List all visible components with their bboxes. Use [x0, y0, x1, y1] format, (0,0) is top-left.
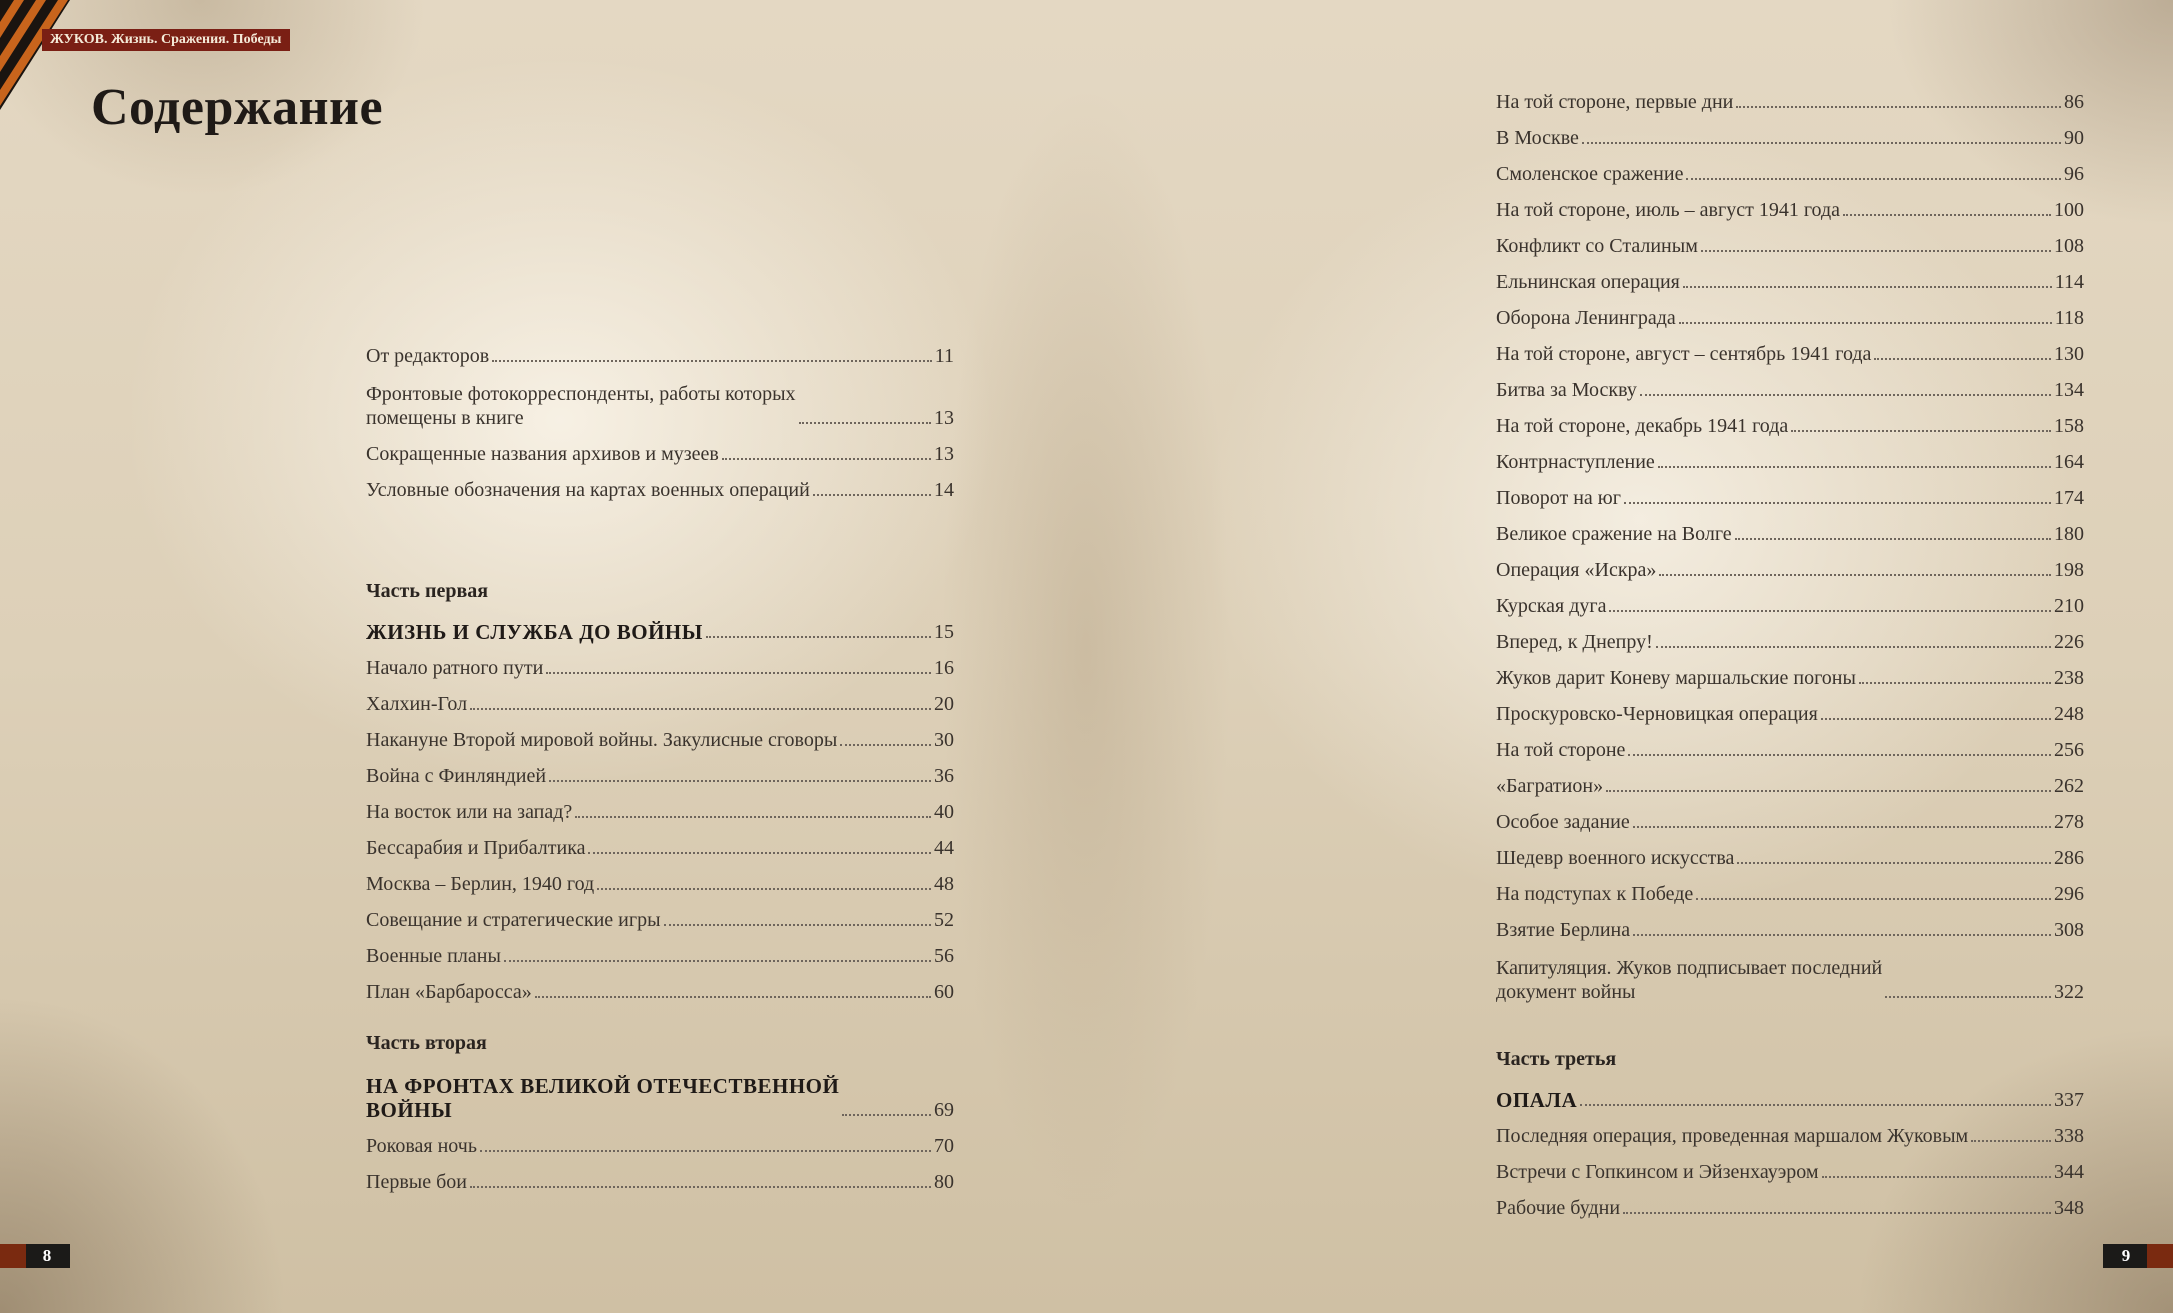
dot-leader: [1658, 465, 2051, 468]
toc-entry[interactable]: Конфликт со Сталиным 108: [1496, 235, 2084, 257]
toc-entry[interactable]: Роковая ночь 70: [366, 1135, 954, 1157]
dot-leader: [575, 815, 931, 818]
toc-entry[interactable]: Первые бои 80: [366, 1171, 954, 1193]
toc-entry[interactable]: Москва – Берлин, 1940 год 48: [366, 873, 954, 895]
toc-part-three: [1496, 1042, 2084, 1220]
toc-entry[interactable]: Шедевр военного искусства 286: [1496, 847, 2084, 869]
toc-entry[interactable]: На восток или на запад? 40: [366, 801, 954, 823]
dot-leader: [1623, 1211, 2051, 1214]
toc-entry[interactable]: Последняя операция, проведенная маршалом Жуковым 338: [1496, 1125, 2084, 1147]
dot-leader: [492, 359, 932, 362]
dot-leader: [535, 995, 931, 998]
dot-leader: [1679, 321, 2052, 324]
toc-entry[interactable]: Контрнаступление 164: [1496, 451, 2084, 473]
toc-entry[interactable]: Вперед, к Днепру! 226: [1496, 631, 2084, 653]
dot-leader: [1735, 537, 2051, 540]
dot-leader: [1606, 789, 2051, 792]
toc-entry[interactable]: Рабочие будни 348: [1496, 1197, 2084, 1219]
dot-leader: [722, 457, 931, 460]
toc-front-matter: [366, 332, 954, 502]
toc-entry[interactable]: Накануне Второй мировой войны. Закулисные сговоры 30: [366, 729, 954, 751]
toc-right-column: [1496, 78, 2084, 1220]
dot-leader: [1683, 285, 2052, 288]
dot-leader: [1624, 501, 2051, 504]
dot-leader: [480, 1149, 931, 1152]
dot-leader: [597, 887, 931, 890]
dot-leader: [546, 671, 931, 674]
dot-leader: [840, 743, 931, 746]
toc-entry[interactable]: Ельнинская операция 114: [1496, 271, 2084, 293]
toc-entry[interactable]: Жуков дарит Коневу маршальские погоны 238: [1496, 667, 2084, 689]
toc-entry[interactable]: На той стороне, первые дни 86: [1496, 91, 2084, 113]
dot-leader: [1843, 213, 2051, 216]
toc-entry[interactable]: От редакторов 11: [366, 345, 954, 367]
dot-leader: [1737, 861, 2051, 864]
toc-entry[interactable]: Война с Финляндией 36: [366, 765, 954, 787]
toc-part-title[interactable]: НА ФРОНТАХ ВЕЛИКОЙ ОТЕЧЕСТВЕННОЙ ВОЙНЫ 69: [366, 1074, 954, 1122]
toc-entry[interactable]: Курская дуга 210: [1496, 595, 2084, 617]
toc-entry[interactable]: Проскуровско-Черновицкая операция 248: [1496, 703, 2084, 725]
toc-part-two-continued: [1496, 78, 2084, 1004]
dot-leader: [1701, 249, 2051, 252]
toc-entry[interactable]: На той стороне, июль – август 1941 года 100: [1496, 199, 2084, 221]
toc-entry[interactable]: Оборона Ленинграда 118: [1496, 307, 2084, 329]
dot-leader: [1885, 995, 2051, 998]
part-heading: Часть вторая: [366, 1032, 487, 1054]
toc-entry[interactable]: План «Барбаросса» 60: [366, 981, 954, 1003]
toc-entry[interactable]: Военные планы 56: [366, 945, 954, 967]
dot-leader: [588, 851, 931, 854]
part-heading: Часть первая: [366, 580, 489, 602]
toc-entry[interactable]: Операция «Искра» 198: [1496, 559, 2084, 581]
dot-leader: [706, 635, 931, 638]
dot-leader: [1822, 1175, 2051, 1178]
dot-leader: [1696, 897, 2051, 900]
dot-leader: [1686, 177, 2061, 180]
st-george-ribbon-icon: [0, 0, 70, 110]
toc-part-title[interactable]: ОПАЛА 337: [1496, 1088, 2084, 1112]
dot-leader: [1633, 933, 2051, 936]
dot-leader: [1633, 825, 2051, 828]
dot-leader: [1821, 717, 2051, 720]
toc-entry[interactable]: Условные обозначения на картах военных операций 14: [366, 479, 954, 501]
dot-leader: [1791, 429, 2051, 432]
toc-entry[interactable]: На той стороне, декабрь 1941 года 158: [1496, 415, 2084, 437]
toc-part-title[interactable]: ЖИЗНЬ И СЛУЖБА ДО ВОЙНЫ 15: [366, 620, 954, 644]
toc-entry[interactable]: В Москве 90: [1496, 127, 2084, 149]
toc-part-two: [366, 1026, 954, 1194]
toc-entry[interactable]: Совещание и стратегические игры 52: [366, 909, 954, 931]
dot-leader: [1628, 753, 2051, 756]
toc-entry[interactable]: Фронтовые фотокорреспонденты, работы которых помещены в книге 13: [366, 383, 954, 429]
toc-entry[interactable]: Халхин-Гол 20: [366, 693, 954, 715]
page-title: Содержание: [91, 79, 384, 136]
dot-leader: [470, 1185, 931, 1188]
page-number-left: 8: [0, 1244, 70, 1268]
dot-leader: [1580, 1103, 2051, 1106]
page-number-right: 9: [2103, 1244, 2173, 1268]
toc-entry[interactable]: На той стороне, август – сентябрь 1941 года 130: [1496, 343, 2084, 365]
toc-entry[interactable]: Начало ратного пути 16: [366, 657, 954, 679]
dot-leader: [799, 421, 931, 424]
toc-entry[interactable]: Сокращенные названия архивов и музеев 13: [366, 443, 954, 465]
running-header: ЖУКОВ. Жизнь. Сражения. Победы: [42, 29, 290, 51]
dot-leader: [470, 707, 931, 710]
dot-leader: [1859, 681, 2051, 684]
toc-left-column: [366, 332, 954, 1194]
part-heading: Часть третья: [1496, 1048, 1617, 1070]
dot-leader: [549, 779, 931, 782]
dot-leader: [664, 923, 931, 926]
toc-entry[interactable]: Бессарабия и Прибалтика 44: [366, 837, 954, 859]
toc-entry[interactable]: На подступах к Победе 296: [1496, 883, 2084, 905]
dot-leader: [842, 1113, 931, 1116]
toc-entry[interactable]: Особое задание 278: [1496, 811, 2084, 833]
toc-entry[interactable]: Битва за Москву 134: [1496, 379, 2084, 401]
toc-entry[interactable]: Смоленское сражение 96: [1496, 163, 2084, 185]
dot-leader: [1971, 1139, 2051, 1142]
dot-leader: [1582, 141, 2061, 144]
toc-entry[interactable]: На той стороне 256: [1496, 739, 2084, 761]
dot-leader: [1640, 393, 2051, 396]
toc-entry[interactable]: Капитуляция. Жуков подписывает последний документ войны 322: [1496, 957, 2084, 1003]
dot-leader: [1656, 645, 2051, 648]
dot-leader: [1874, 357, 2051, 360]
toc-entry[interactable]: Великое сражение на Волге 180: [1496, 523, 2084, 545]
toc-entry[interactable]: Поворот на юг 174: [1496, 487, 2084, 509]
toc-entry[interactable]: Взятие Берлина 308: [1496, 919, 2084, 941]
toc-entry[interactable]: «Багратион» 262: [1496, 775, 2084, 797]
dot-leader: [1659, 573, 2051, 576]
dot-leader: [813, 493, 931, 496]
dot-leader: [1736, 105, 2061, 108]
dot-leader: [504, 959, 931, 962]
toc-entry[interactable]: Встречи с Гопкинсом и Эйзенхауэром 344: [1496, 1161, 2084, 1183]
toc-part-one: [366, 574, 954, 1004]
dot-leader: [1609, 609, 2051, 612]
